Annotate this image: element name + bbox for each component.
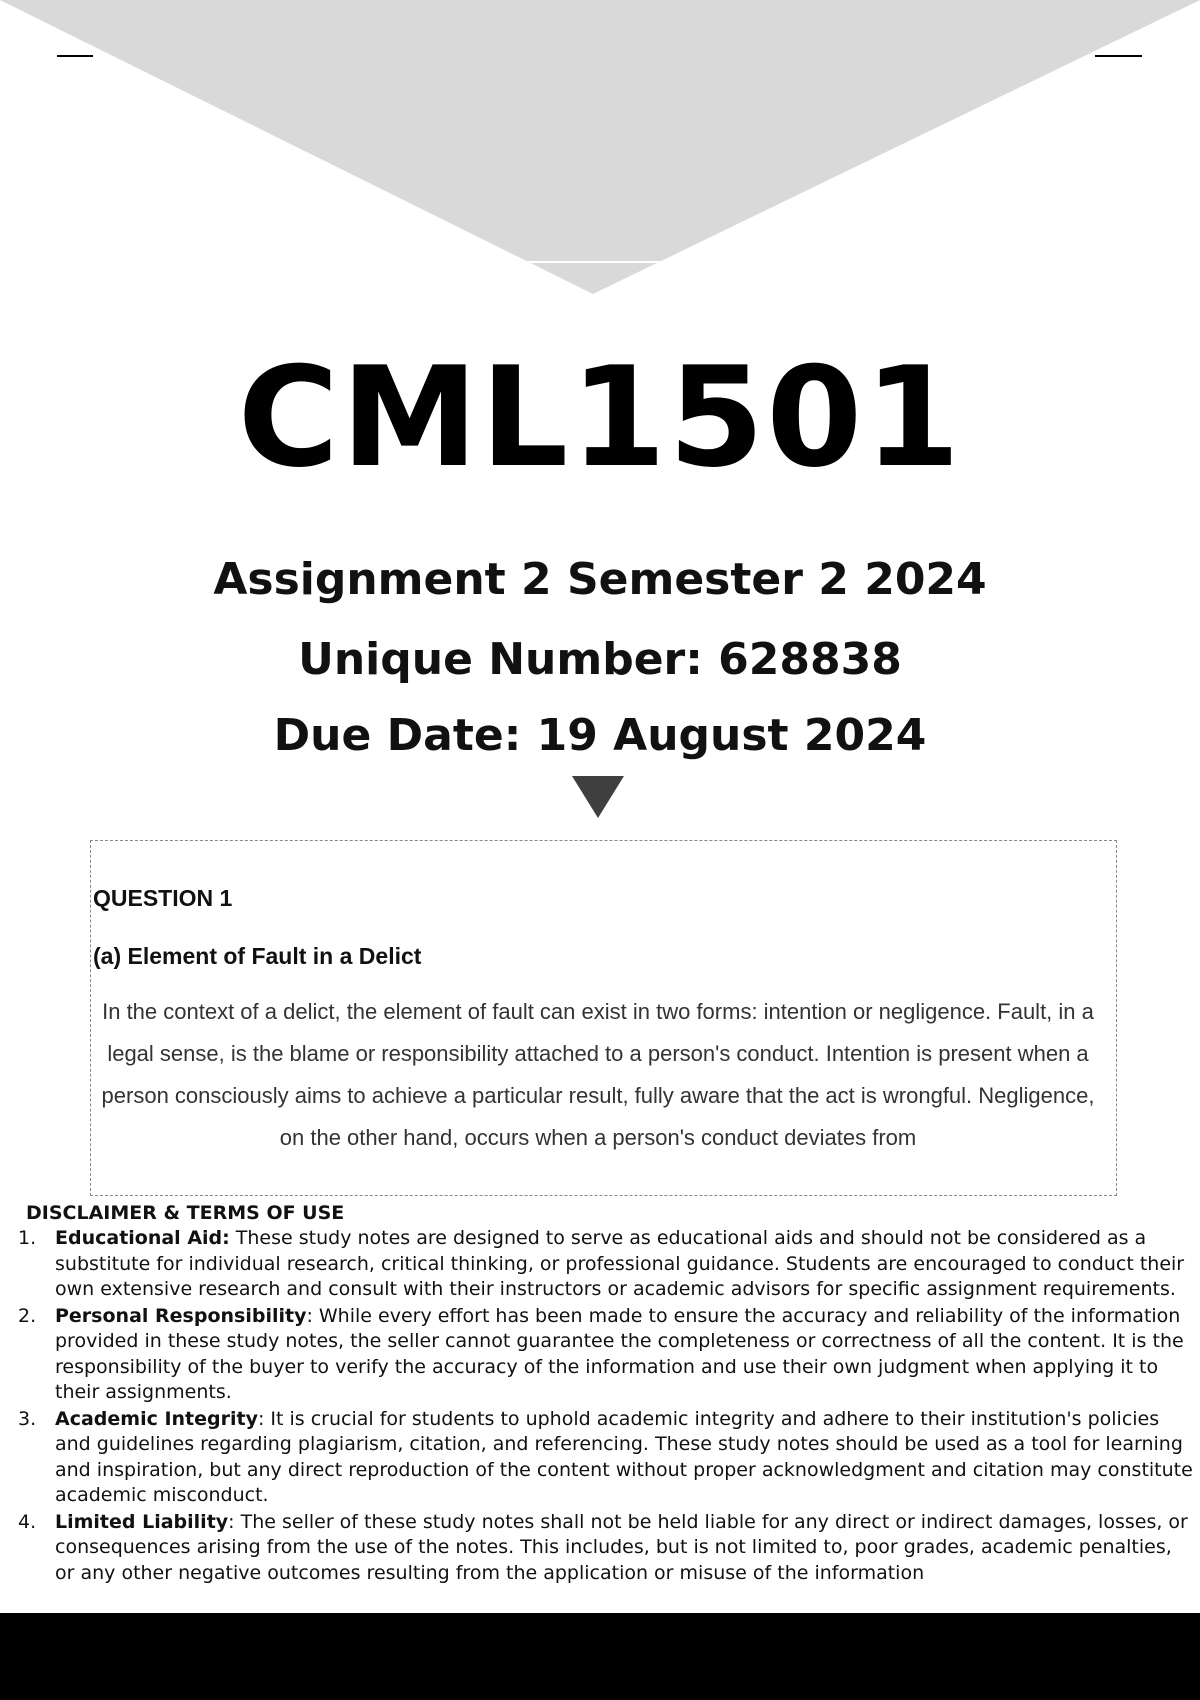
- list-item: [18, 1304, 1193, 1406]
- bottom-black-bar: [0, 1613, 1200, 1700]
- unique-number-line: Unique Number: 628838: [298, 634, 902, 685]
- answer-preview-box: [90, 840, 1117, 1196]
- due-date-line: Due Date: 19 August 2024: [273, 710, 927, 761]
- assignment-line: Assignment 2 Semester 2 2024: [213, 554, 987, 605]
- question-heading: QUESTION 1: [93, 885, 233, 911]
- top-chevron-banner: [0, 0, 1200, 300]
- item-number: 4.: [18, 1510, 37, 1533]
- item-text: These study notes are designed to serve as educational aids and should not be considered as a substitute for individual research, critical thinking, or professional guidance. Students are encouraged to conduct their own extensive research and consult with their instructors or academic advisors for specific assignment requirements.: [55, 1227, 1185, 1300]
- triangle-down-icon: [572, 776, 624, 818]
- sub-heading: (a) Element of Fault in a Delict: [93, 943, 422, 969]
- disclaimer-section: [18, 1200, 1193, 1587]
- item-number: 1.: [18, 1227, 37, 1249]
- item-number: 2.: [18, 1304, 37, 1327]
- item-label: Limited Liability: [55, 1510, 229, 1533]
- item-number: 3.: [18, 1407, 37, 1430]
- left-corner-line: [57, 55, 93, 57]
- answer-paragraph: In the context of a delict, the element of fault can exist in two forms: intention or negligence. Fault, in a legal sense, is the blame or responsibility attached to a person's conduct. Intention is present when a person consciously aims to achieve a particular result, fully aware that the act is wrongful. Negligence, on the other hand, occurs when a person's conduct deviates from: [101, 999, 1095, 1150]
- course-code-title: CML1501: [237, 337, 963, 498]
- right-corner-line: [1095, 55, 1142, 57]
- terms-list: [18, 1226, 1193, 1586]
- item-text: : While every effort has been made to ensure the accuracy and reliability of the information provided in these study notes, the seller cannot guarantee the completeness or correctness of all the content. It is the responsibility of the buyer to verify the accuracy of the information and use their own judgment when applying it to their assignments.: [55, 1304, 1184, 1403]
- item-label: Academic Integrity: [55, 1407, 258, 1430]
- item-text: : The seller of these study notes shall not be held liable for any direct or indirect damages, losses, or consequences arising from the use of the notes. This includes, but is not limited to, poor grades, academic penalties, or any other negative outcomes resulting from the application or misuse of the information: [55, 1510, 1188, 1584]
- list-item: [18, 1226, 1193, 1303]
- item-label: Personal Responsibility: [55, 1304, 307, 1327]
- list-item: [18, 1407, 1193, 1509]
- item-text: : It is crucial for students to uphold academic integrity and adhere to their institution's policies and guidelines regarding plagiarism, citation, and referencing. These study notes should be used as a tool for learning and inspiration, but any direct reproduction of the content without proper acknowledgment and citation may constitute academic misconduct.: [55, 1407, 1193, 1506]
- disclaimer-title: DISCLAIMER & TERMS OF USE: [26, 1202, 345, 1224]
- list-item: [18, 1510, 1193, 1587]
- item-label: Educational Aid:: [55, 1227, 230, 1249]
